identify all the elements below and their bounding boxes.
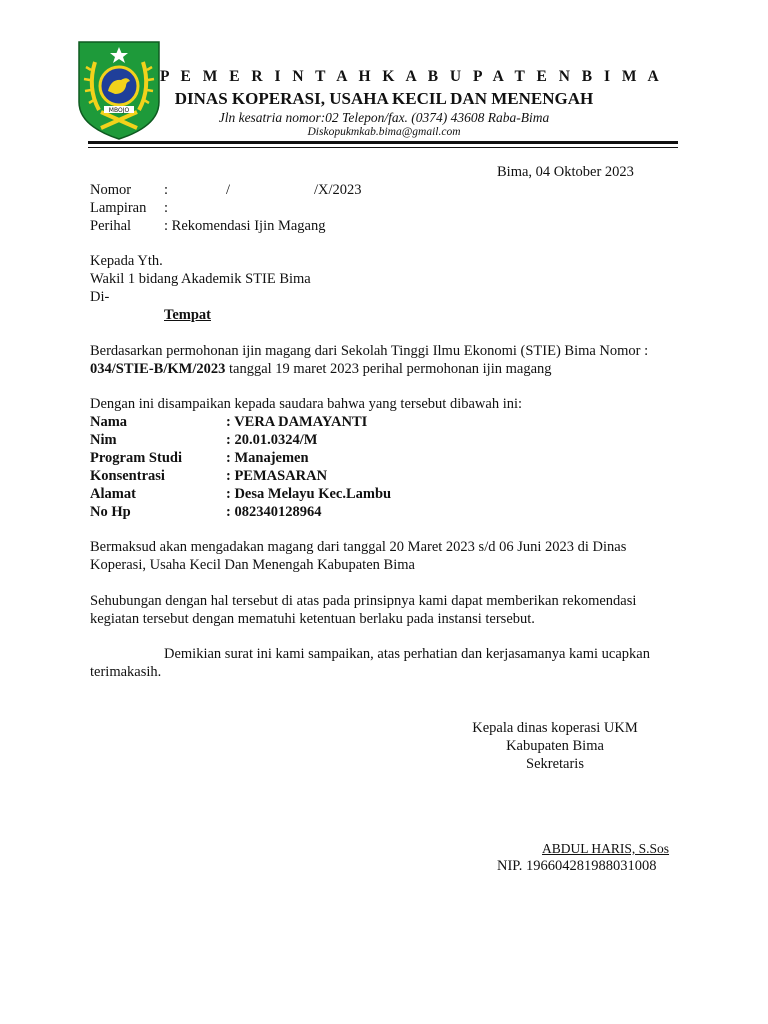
header-rule-thin	[88, 147, 678, 148]
recipient-place: Tempat	[164, 307, 211, 323]
header-rule-thick	[88, 141, 678, 144]
letterhead-office: DINAS KOPERASI, USAHA KECIL DAN MENENGAH	[174, 89, 594, 108]
recipient-greeting: Kepada Yth.	[90, 253, 163, 269]
lampiran-label: Lampiran	[90, 200, 147, 216]
logo-caption: MBOJO	[108, 107, 130, 114]
body-paragraph-4-line-2: kegiatan tersebut dengan mematuhi ketentuan berlaku pada instansi tersebut.	[90, 611, 535, 627]
field-value-nama: : VERA DAMAYANTI	[226, 414, 368, 430]
letterhead-government: P E M E R I N T A H K A B U P A T E N B I M A	[160, 68, 663, 85]
nomor-slash: /	[226, 182, 231, 198]
nomor-colon: :	[164, 182, 169, 198]
field-value-alamat: : Desa Melayu Kec.Lambu	[226, 486, 392, 502]
body-paragraph-5-line-1: Demikian surat ini kami sampaikan, atas perhatian dan kerjasamanya kami ucapkan	[164, 646, 650, 662]
signature-title-3: Sekretaris	[526, 756, 584, 772]
body-paragraph-1-line-2	[90, 361, 552, 378]
perihal-value: : Rekomendasi Ijin Magang	[164, 218, 326, 234]
body-paragraph-1-line-1: Berdasarkan permohonan ijin magang dari Sekolah Tinggi Ilmu Ekonomi (STIE) Bima Nomor :	[90, 343, 649, 359]
letter-date: Bima, 04 Oktober 2023	[497, 164, 634, 180]
signature-title-2: Kabupaten Bima	[506, 738, 604, 754]
nomor-value: /X/2023	[314, 182, 362, 198]
body-paragraph-4-line-1: Sehubungan dengan hal tersebut di atas pada prinsipnya kami dapat memberikan rekomendasi	[90, 593, 637, 609]
field-label-nama: Nama	[90, 414, 128, 430]
body-paragraph-3-line-1: Bermaksud akan mengadakan magang dari tanggal 20 Maret 2023 s/d 06 Juni 2023 di Dinas	[90, 539, 627, 555]
field-label-no-hp: No Hp	[90, 504, 131, 520]
letterhead-address: Jln kesatria nomor:02 Telepon/fax. (0374) 43608 Raba-Bima	[218, 110, 550, 125]
government-logo	[77, 40, 161, 141]
field-value-konsentrasi: : PEMASARAN	[226, 468, 328, 484]
field-label-nim: Nim	[90, 432, 117, 448]
recipient-di: Di-	[90, 289, 110, 305]
field-label-alamat: Alamat	[90, 486, 136, 502]
signature-title-1: Kepala dinas koperasi UKM	[472, 720, 638, 736]
lampiran-colon: :	[164, 200, 169, 216]
letterhead-email: Diskopukmkab.bima@gmail.com	[307, 126, 461, 138]
body-paragraph-3-line-2: Koperasi, Usaha Kecil Dan Menengah Kabupaten Bima	[90, 557, 415, 573]
field-value-no-hp: : 082340128964	[226, 504, 322, 520]
field-label-konsentrasi: Konsentrasi	[90, 468, 165, 484]
field-value-program-studi: : Manajemen	[226, 450, 309, 466]
reference-number: 034/STIE-B/KM/2023	[90, 361, 226, 377]
signatory-nip: NIP. 196604281988031008	[497, 858, 657, 874]
reference-rest: tanggal 19 maret 2023 perihal permohonan ijin magang	[225, 361, 552, 377]
perihal-label: Perihal	[90, 218, 132, 234]
recipient-name: Wakil 1 bidang Akademik STIE Bima	[90, 271, 311, 287]
field-value-nim: : 20.01.0324/M	[226, 432, 318, 448]
body-paragraph-5-line-2: terimakasih.	[90, 664, 162, 680]
field-label-program-studi: Program Studi	[90, 450, 182, 466]
nomor-label: Nomor	[90, 182, 132, 198]
body-paragraph-2: Dengan ini disampaikan kepada saudara bahwa yang tersebut dibawah ini:	[90, 396, 523, 412]
signatory-name: ABDUL HARIS, S.Sos	[542, 841, 670, 856]
